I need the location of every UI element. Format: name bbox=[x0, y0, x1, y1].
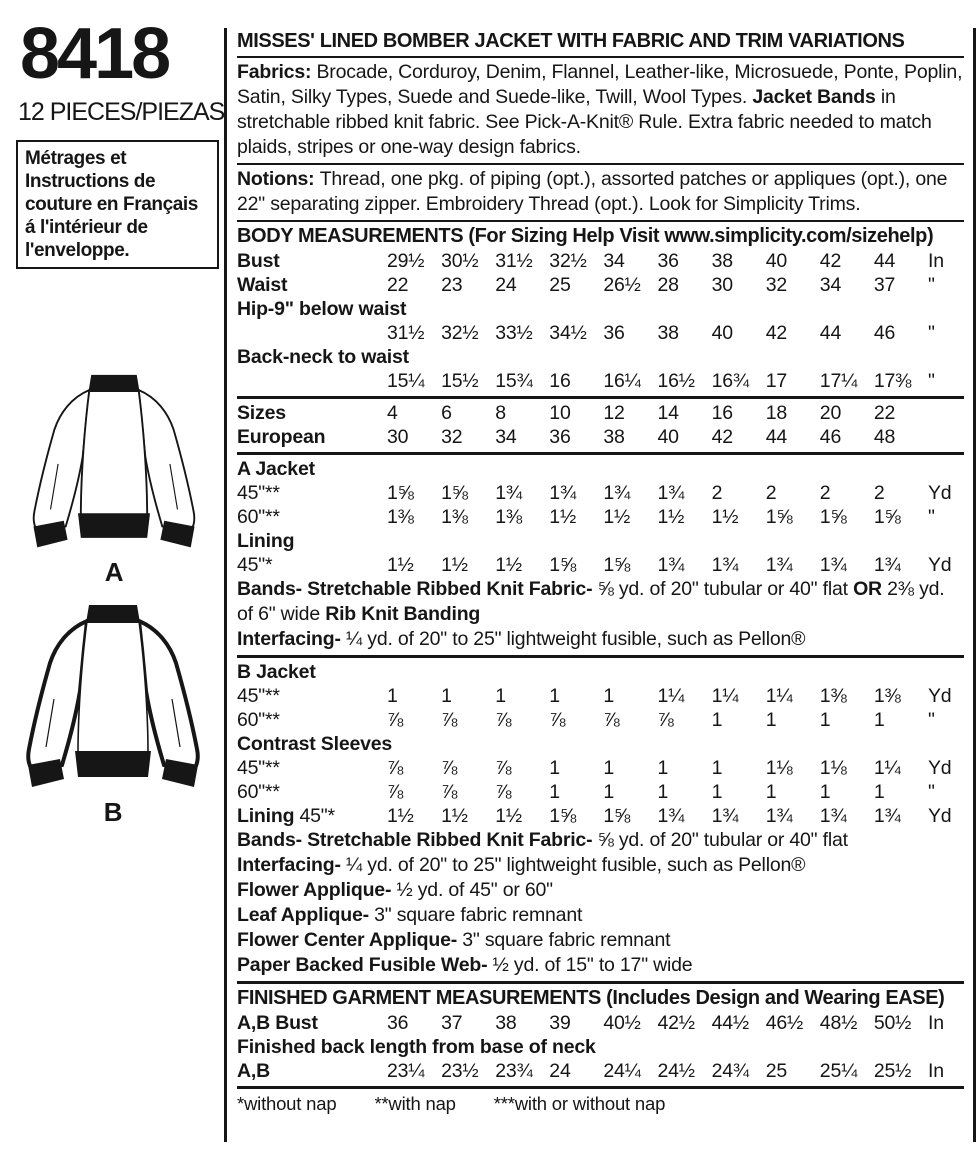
value-cell: 29½ bbox=[387, 250, 425, 272]
value-cell: 1⅜ bbox=[441, 506, 468, 528]
divider-rule bbox=[237, 1086, 964, 1089]
view-a-label: A bbox=[104, 557, 124, 587]
table-section-label: Hip-9" below waist bbox=[237, 298, 407, 320]
value-cell: 25 bbox=[549, 274, 571, 296]
value-cell: 1 bbox=[765, 709, 777, 731]
value-cell: 1¾ bbox=[765, 554, 793, 576]
collar-band bbox=[86, 605, 140, 623]
value-cell: ⅞ bbox=[441, 781, 458, 803]
value-cell: 37 bbox=[873, 274, 896, 296]
value-cell: 1½ bbox=[441, 805, 468, 827]
value-cell: 1 bbox=[711, 781, 723, 803]
value-cell: ⅞ bbox=[549, 709, 566, 731]
value-cell: 1½ bbox=[495, 554, 522, 576]
text-segment: 2⅜ yd. of 6" wide bbox=[237, 578, 945, 625]
unit-cell: " bbox=[927, 709, 935, 731]
value-cell: 2 bbox=[873, 482, 885, 504]
value-cell: 25½ bbox=[873, 1060, 912, 1082]
table-section-label: Finished back length from base of neck bbox=[237, 1036, 596, 1058]
value-cell: 40 bbox=[711, 322, 733, 344]
unit-cell: In bbox=[927, 250, 944, 272]
value-cell: 34 bbox=[603, 250, 625, 272]
value-cell: 1 bbox=[441, 685, 452, 707]
value-cell: 24¼ bbox=[603, 1060, 641, 1082]
value-cell: 1 bbox=[711, 709, 723, 731]
nap-footnotes bbox=[237, 1092, 964, 1116]
value-cell: 36 bbox=[549, 426, 571, 448]
note-line bbox=[237, 577, 964, 627]
value-cell: 1 bbox=[873, 709, 885, 731]
value-cell: 1¾ bbox=[603, 482, 631, 504]
value-cell: 1⅝ bbox=[603, 554, 631, 576]
table-row bbox=[237, 756, 964, 780]
unit-cell: " bbox=[927, 506, 935, 528]
value-cell: ⅞ bbox=[387, 709, 404, 731]
value-cell: 44 bbox=[873, 250, 896, 272]
text-segment: Fabrics: bbox=[237, 61, 317, 83]
divider-rule bbox=[237, 163, 964, 165]
note-line bbox=[237, 627, 964, 652]
value-cell: 16 bbox=[711, 402, 733, 424]
value-cell: 38 bbox=[711, 250, 733, 272]
row-label: 45"** bbox=[237, 757, 280, 779]
waist-band bbox=[78, 513, 150, 538]
value-cell: 44 bbox=[819, 322, 842, 344]
divider-rule bbox=[237, 220, 964, 222]
text-segment: Brocade, Corduroy, Denim, Flannel, Leather-like, Microsuede, Ponte, Poplin, Satin, Silky Types, Suede and Suede-like, Twill, Wool Types. bbox=[237, 61, 963, 108]
row-label: 45"** bbox=[237, 482, 280, 504]
value-cell: 25 bbox=[765, 1060, 787, 1082]
unit-cell: Yd bbox=[927, 757, 952, 779]
value-cell: 34½ bbox=[549, 322, 587, 344]
document-title: MISSES' LINED BOMBER JACKET WITH FABRIC AND TRIM VARIATIONS bbox=[237, 30, 905, 52]
divider-rule bbox=[237, 452, 964, 455]
row-label: A,B Bust bbox=[237, 1012, 318, 1034]
table-section-label: B Jacket bbox=[237, 661, 316, 683]
jacket-view-a-figure bbox=[24, 368, 204, 588]
value-cell: 2 bbox=[711, 482, 723, 504]
note-line bbox=[237, 953, 964, 978]
value-cell: 46 bbox=[819, 426, 842, 448]
value-cell: 30 bbox=[711, 274, 733, 296]
value-cell: 1⅝ bbox=[549, 805, 577, 827]
value-cell: 16½ bbox=[657, 370, 695, 392]
jacket-view-b-figure bbox=[18, 598, 208, 828]
row-label: 60"** bbox=[237, 709, 280, 731]
value-cell: 1¼ bbox=[657, 685, 685, 707]
value-cell: 33½ bbox=[495, 322, 533, 344]
unit-cell: Yd bbox=[927, 805, 952, 827]
row-label: 60"** bbox=[237, 506, 280, 528]
value-cell: 32 bbox=[765, 274, 787, 296]
value-cell: 36 bbox=[657, 250, 679, 272]
value-cell: 10 bbox=[549, 402, 571, 424]
value-cell: ⅞ bbox=[441, 757, 458, 779]
note-line bbox=[237, 903, 964, 928]
b-jacket-notes bbox=[237, 828, 964, 978]
value-cell: 1⅝ bbox=[387, 482, 414, 504]
value-cell: 1⅝ bbox=[819, 506, 847, 528]
footnote: ***with or without nap bbox=[493, 1093, 666, 1114]
value-cell: 1⅛ bbox=[765, 757, 793, 779]
value-cell: 1½ bbox=[549, 506, 577, 528]
value-cell: 1 bbox=[873, 781, 885, 803]
value-cell: 1 bbox=[819, 781, 831, 803]
value-cell: 14 bbox=[657, 402, 679, 424]
text-segment: OR bbox=[853, 578, 882, 600]
value-cell: 1⅜ bbox=[495, 506, 522, 528]
table-row bbox=[237, 1011, 964, 1035]
value-cell: 42 bbox=[711, 426, 733, 448]
pattern-number: 8418 bbox=[20, 14, 169, 94]
value-cell: 1¾ bbox=[549, 482, 577, 504]
text-segment: Thread, one pkg. of piping (opt.), assorted patches or appliques (opt.), one 22" separating zipper. Embroidery Thread (opt.). Look for Simplicity Trims. bbox=[237, 168, 948, 215]
value-cell: 31½ bbox=[387, 322, 425, 344]
value-cell: 1⅝ bbox=[873, 506, 901, 528]
value-cell: 1¾ bbox=[873, 554, 901, 576]
text-segment: ⅝ yd. of 20" tubular or 40" flat bbox=[592, 829, 848, 851]
value-cell: 36 bbox=[387, 1012, 409, 1034]
jacket-b-illustration bbox=[18, 598, 208, 798]
text-segment: Paper Backed Fusible Web- bbox=[237, 954, 488, 976]
value-cell: 1 bbox=[711, 757, 723, 779]
finished-garment-table bbox=[237, 1011, 964, 1083]
value-cell: ⅞ bbox=[495, 781, 512, 803]
value-cell: 1 bbox=[549, 781, 560, 803]
value-cell: 40½ bbox=[603, 1012, 641, 1034]
value-cell: 36 bbox=[603, 322, 625, 344]
value-cell: 1½ bbox=[603, 506, 631, 528]
table-row bbox=[237, 321, 964, 345]
value-cell: 37 bbox=[441, 1012, 463, 1034]
value-cell: 1¾ bbox=[657, 805, 685, 827]
value-cell: 1½ bbox=[387, 554, 414, 576]
unit-cell: " bbox=[927, 781, 935, 803]
row-label: Bust bbox=[237, 250, 280, 272]
value-cell: 12 bbox=[603, 402, 625, 424]
value-cell: 1¼ bbox=[765, 685, 793, 707]
table-row bbox=[237, 481, 964, 505]
value-cell: 22 bbox=[387, 274, 409, 296]
text-segment: Notions: bbox=[237, 168, 320, 190]
value-cell: 46½ bbox=[765, 1012, 804, 1034]
value-cell: 1⅝ bbox=[603, 805, 631, 827]
value-cell: ⅞ bbox=[441, 709, 458, 731]
value-cell: 46 bbox=[873, 322, 896, 344]
text-segment: ¼ yd. of 20" to 25" lightweight fusible, such as Pellon® bbox=[340, 628, 806, 650]
value-cell: 1½ bbox=[711, 506, 739, 528]
table-row bbox=[237, 553, 964, 577]
text-segment: Flower Applique- bbox=[237, 879, 392, 901]
value-cell: 1 bbox=[657, 781, 669, 803]
value-cell: 1 bbox=[603, 781, 615, 803]
footnote: *without nap bbox=[237, 1093, 337, 1114]
value-cell: 32½ bbox=[441, 322, 479, 344]
table-row bbox=[237, 804, 964, 828]
value-cell: 40 bbox=[765, 250, 787, 272]
value-cell: ⅞ bbox=[495, 709, 512, 731]
value-cell: 24¾ bbox=[711, 1060, 749, 1082]
divider-rule bbox=[237, 396, 964, 399]
unit-cell: " bbox=[927, 370, 935, 392]
row-label: European bbox=[237, 426, 326, 448]
value-cell: 16 bbox=[549, 370, 571, 392]
value-cell: 1¼ bbox=[873, 757, 901, 779]
text-segment: Jacket Bands bbox=[752, 86, 876, 108]
row-label: Sizes bbox=[237, 402, 286, 424]
row-label: 45"* bbox=[237, 554, 273, 576]
text-segment: ¼ yd. of 20" to 25" lightweight fusible, such as Pellon® bbox=[340, 854, 806, 876]
value-cell: 17 bbox=[765, 370, 787, 392]
value-cell: 6 bbox=[441, 402, 452, 424]
value-cell: 17¼ bbox=[819, 370, 858, 392]
value-cell: 42 bbox=[765, 322, 787, 344]
text-segment: ⅝ yd. of 20" tubular or 40" flat bbox=[592, 578, 854, 600]
value-cell: 23¼ bbox=[387, 1060, 425, 1082]
value-cell: 18 bbox=[765, 402, 787, 424]
value-cell: 48½ bbox=[819, 1012, 858, 1034]
value-cell: 1¾ bbox=[657, 554, 685, 576]
row-label: Waist bbox=[237, 274, 288, 296]
value-cell: 1⅝ bbox=[441, 482, 468, 504]
row-label: 60"** bbox=[237, 781, 280, 803]
value-cell: 1 bbox=[603, 757, 615, 779]
value-cell: 1 bbox=[495, 685, 506, 707]
value-cell: 1 bbox=[549, 685, 560, 707]
value-cell: 1⅜ bbox=[819, 685, 847, 707]
body-measurements-table bbox=[237, 249, 964, 393]
text-segment: Leaf Applique- bbox=[237, 904, 369, 926]
value-cell: 34 bbox=[819, 274, 842, 296]
table-section-label: A Jacket bbox=[237, 458, 315, 480]
notions-paragraph bbox=[237, 167, 964, 217]
table-section-label: Back-neck to waist bbox=[237, 346, 409, 368]
value-cell: 23¾ bbox=[495, 1060, 533, 1082]
value-cell: 4 bbox=[387, 402, 398, 424]
value-cell: 1⅝ bbox=[549, 554, 577, 576]
text-segment: Bands- Stretchable Ribbed Knit Fabric- bbox=[237, 578, 593, 600]
collar-band bbox=[88, 375, 139, 392]
value-cell: 1 bbox=[549, 757, 560, 779]
unit-cell: " bbox=[927, 274, 935, 296]
footnote: **with nap bbox=[374, 1093, 456, 1114]
value-cell: 44 bbox=[765, 426, 787, 448]
row-label bbox=[237, 321, 387, 345]
text-segment: in stretchable ribbed knit fabric. See Pick-A-Knit® Rule. Extra fabric needed to match plaids, stripes or one-way design fabrics. bbox=[237, 86, 932, 158]
value-cell: 39 bbox=[549, 1012, 571, 1034]
divider-rule bbox=[237, 655, 964, 658]
note-line bbox=[237, 853, 964, 878]
body-measurements-heading: BODY MEASUREMENTS (For Sizing Help Visit www.simplicity.com/sizehelp) bbox=[237, 225, 934, 247]
unit-cell: " bbox=[927, 322, 935, 344]
text-segment: Flower Center Applique- bbox=[237, 929, 458, 951]
value-cell: 1 bbox=[765, 781, 777, 803]
value-cell: ⅞ bbox=[387, 781, 404, 803]
text-segment: ½ yd. of 45" or 60" bbox=[391, 879, 553, 901]
table-section-label: Lining bbox=[237, 530, 295, 552]
value-cell: 24 bbox=[495, 274, 517, 296]
table-row bbox=[237, 684, 964, 708]
value-cell: 1¾ bbox=[711, 554, 739, 576]
value-cell: 32½ bbox=[549, 250, 587, 272]
value-cell: 1¾ bbox=[819, 554, 847, 576]
jacket-a-illustration bbox=[24, 368, 204, 558]
value-cell: 23 bbox=[441, 274, 463, 296]
text-segment: 3" square fabric remnant bbox=[368, 904, 583, 926]
text-segment: Interfacing- bbox=[237, 854, 341, 876]
value-cell: 30½ bbox=[441, 250, 479, 272]
note-line bbox=[237, 828, 964, 853]
value-cell: 42 bbox=[819, 250, 842, 272]
value-cell: 1 bbox=[603, 685, 615, 707]
value-cell: 16¾ bbox=[711, 370, 749, 392]
value-cell: 1⅜ bbox=[387, 506, 414, 528]
value-cell: ⅞ bbox=[495, 757, 512, 779]
value-cell: 2 bbox=[765, 482, 777, 504]
table-row bbox=[237, 369, 964, 393]
value-cell: 24 bbox=[549, 1060, 571, 1082]
value-cell: ⅞ bbox=[657, 709, 674, 731]
unit-cell: In bbox=[927, 1012, 944, 1034]
table-row bbox=[237, 708, 964, 732]
row-label: 45"** bbox=[237, 685, 280, 707]
value-cell: 15½ bbox=[441, 370, 479, 392]
value-cell: 48 bbox=[873, 426, 896, 448]
value-cell: 1 bbox=[387, 685, 398, 707]
value-cell: 50½ bbox=[873, 1012, 912, 1034]
unit-cell: In bbox=[927, 1060, 944, 1082]
yardage-chart-panel bbox=[224, 28, 976, 1142]
value-cell: ⅞ bbox=[387, 757, 404, 779]
value-cell: 38 bbox=[603, 426, 625, 448]
unit-cell: Yd bbox=[927, 554, 952, 576]
value-cell: 25¼ bbox=[819, 1060, 858, 1082]
table-row bbox=[237, 505, 964, 529]
table-row bbox=[237, 401, 964, 425]
table-row bbox=[237, 1059, 964, 1083]
value-cell: 20 bbox=[819, 402, 842, 424]
table-row bbox=[237, 273, 964, 297]
a-jacket-yardage-table bbox=[237, 457, 964, 577]
text-segment: Bands- Stretchable Ribbed Knit Fabric- bbox=[237, 829, 593, 851]
value-cell: 42½ bbox=[657, 1012, 695, 1034]
text-segment: Interfacing- bbox=[237, 628, 341, 650]
value-cell: 24½ bbox=[657, 1060, 695, 1082]
value-cell: 15¼ bbox=[387, 370, 425, 392]
table-row bbox=[237, 425, 964, 449]
a-jacket-notes bbox=[237, 577, 964, 652]
row-label: A,B bbox=[237, 1060, 270, 1082]
view-b-label: B bbox=[103, 797, 123, 827]
value-cell: 1½ bbox=[657, 506, 685, 528]
value-cell: 28 bbox=[657, 274, 679, 296]
value-cell: 1⅝ bbox=[765, 506, 793, 528]
unit-cell: Yd bbox=[927, 482, 952, 504]
value-cell: 22 bbox=[873, 402, 896, 424]
value-cell: 38 bbox=[657, 322, 679, 344]
sizes-table bbox=[237, 401, 964, 449]
note-line bbox=[237, 928, 964, 953]
divider-rule bbox=[237, 56, 964, 58]
value-cell: 32 bbox=[441, 426, 463, 448]
fabrics-paragraph bbox=[237, 60, 964, 160]
value-cell: 15¾ bbox=[495, 370, 533, 392]
value-cell: 1⅜ bbox=[873, 685, 901, 707]
value-cell: 1¾ bbox=[657, 482, 685, 504]
b-jacket-yardage-table bbox=[237, 660, 964, 828]
value-cell: 1 bbox=[657, 757, 669, 779]
value-cell: 40 bbox=[657, 426, 679, 448]
table-row bbox=[237, 780, 964, 804]
value-cell: 1¾ bbox=[765, 805, 793, 827]
table-section-label: Contrast Sleeves bbox=[237, 733, 393, 755]
value-cell: 1½ bbox=[441, 554, 468, 576]
value-cell: 23½ bbox=[441, 1060, 479, 1082]
text-segment: 3" square fabric remnant bbox=[457, 929, 671, 951]
row-label: Lining 45"* bbox=[237, 805, 335, 827]
waist-band bbox=[75, 751, 151, 777]
value-cell: 1 bbox=[819, 709, 831, 731]
unit-cell bbox=[928, 425, 964, 449]
divider-rule bbox=[237, 981, 964, 984]
text-segment: Rib Knit Banding bbox=[325, 603, 481, 625]
value-cell: 1⅛ bbox=[819, 757, 847, 779]
table-row bbox=[237, 249, 964, 273]
value-cell: 31½ bbox=[495, 250, 533, 272]
value-cell: 30 bbox=[387, 426, 409, 448]
value-cell: 1¼ bbox=[711, 685, 739, 707]
pieces-count-label: 12 PIECES/PIEZAS bbox=[18, 98, 225, 126]
value-cell: 26½ bbox=[603, 274, 641, 296]
value-cell: 1½ bbox=[387, 805, 414, 827]
row-label bbox=[237, 369, 387, 393]
value-cell: 1¾ bbox=[873, 805, 901, 827]
value-cell: 2 bbox=[819, 482, 831, 504]
value-cell: 17⅜ bbox=[873, 370, 912, 392]
unit-cell bbox=[928, 401, 964, 425]
value-cell: 34 bbox=[495, 426, 517, 448]
value-cell: 1¾ bbox=[495, 482, 522, 504]
finished-garment-heading: FINISHED GARMENT MEASUREMENTS (Includes Design and Wearing EASE) bbox=[237, 987, 945, 1009]
note-line bbox=[237, 878, 964, 903]
value-cell: 44½ bbox=[711, 1012, 749, 1034]
french-instructions-box: Métrages et Instructions de couture en Français á l'intérieur de l'enveloppe. bbox=[16, 140, 219, 269]
unit-cell: Yd bbox=[927, 685, 952, 707]
value-cell: 38 bbox=[495, 1012, 517, 1034]
value-cell: 1¾ bbox=[711, 805, 739, 827]
value-cell: 16¼ bbox=[603, 370, 641, 392]
value-cell: 8 bbox=[495, 402, 506, 424]
value-cell: 1½ bbox=[495, 805, 522, 827]
value-cell: 1¾ bbox=[819, 805, 847, 827]
text-segment: ½ yd. of 15" to 17" wide bbox=[487, 954, 693, 976]
value-cell: ⅞ bbox=[603, 709, 620, 731]
